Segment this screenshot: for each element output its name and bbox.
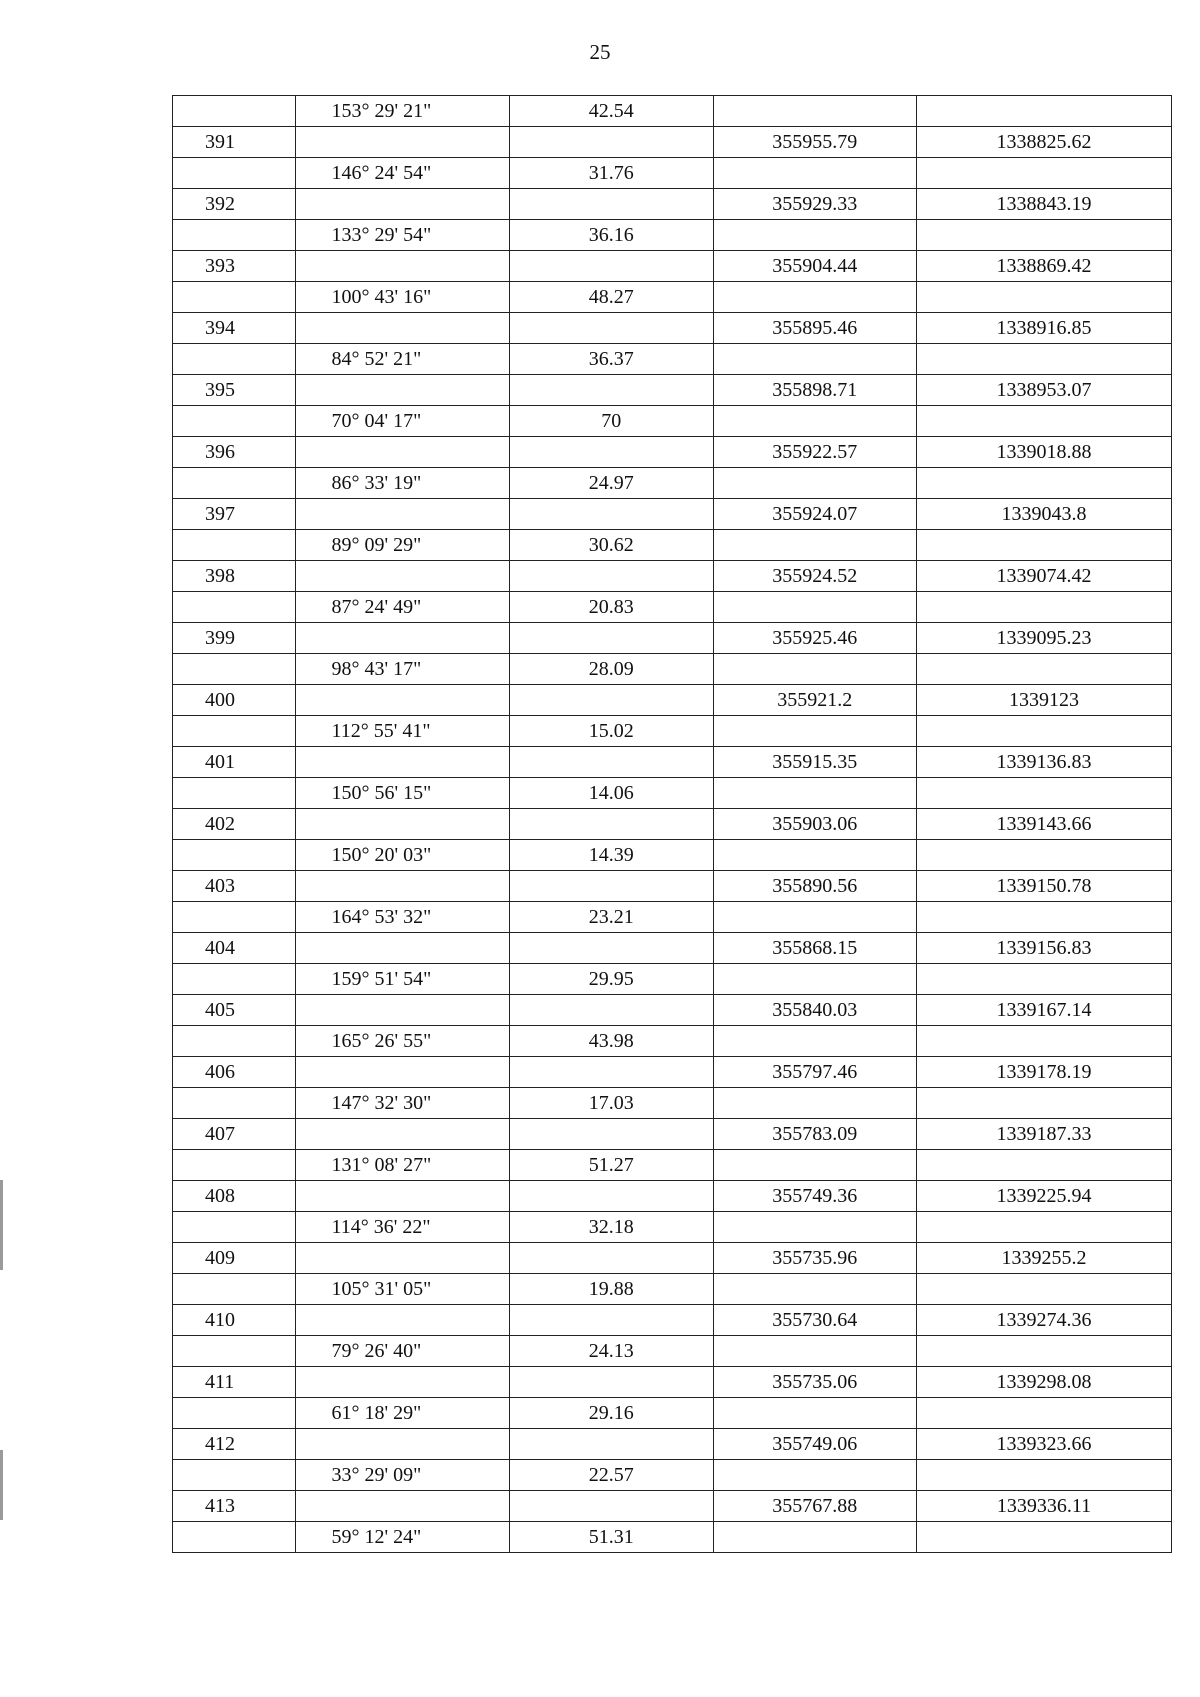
northing-cell bbox=[713, 778, 917, 809]
station-cell bbox=[173, 1460, 296, 1491]
station-cell: 401 bbox=[173, 747, 296, 778]
station-cell: 408 bbox=[173, 1181, 296, 1212]
easting-cell: 1339225.94 bbox=[917, 1181, 1172, 1212]
station-cell bbox=[173, 282, 296, 313]
table-row bbox=[173, 1119, 1172, 1150]
northing-cell: 355840.03 bbox=[713, 995, 917, 1026]
station-cell bbox=[173, 406, 296, 437]
table-row bbox=[173, 1460, 1172, 1491]
table-row bbox=[173, 1336, 1172, 1367]
table-row bbox=[173, 1057, 1172, 1088]
distance-cell: 28.09 bbox=[510, 654, 714, 685]
northing-cell bbox=[713, 406, 917, 437]
distance-cell bbox=[510, 995, 714, 1026]
northing-cell bbox=[713, 716, 917, 747]
bearing-cell: 70° 04' 17" bbox=[295, 406, 509, 437]
distance-cell bbox=[510, 437, 714, 468]
table-row bbox=[173, 344, 1172, 375]
station-cell bbox=[173, 840, 296, 871]
distance-cell bbox=[510, 561, 714, 592]
station-cell bbox=[173, 1336, 296, 1367]
bearing-cell bbox=[295, 1057, 509, 1088]
easting-cell: 1339156.83 bbox=[917, 933, 1172, 964]
distance-cell bbox=[510, 1119, 714, 1150]
easting-cell bbox=[917, 344, 1172, 375]
table-row bbox=[173, 375, 1172, 406]
easting-cell: 1339336.11 bbox=[917, 1491, 1172, 1522]
table-body bbox=[173, 96, 1172, 1553]
bearing-cell bbox=[295, 127, 509, 158]
easting-cell: 1339095.23 bbox=[917, 623, 1172, 654]
table-row bbox=[173, 964, 1172, 995]
northing-cell bbox=[713, 1274, 917, 1305]
bearing-cell bbox=[295, 1243, 509, 1274]
distance-cell: 31.76 bbox=[510, 158, 714, 189]
table-row bbox=[173, 995, 1172, 1026]
station-cell: 394 bbox=[173, 313, 296, 344]
station-cell: 405 bbox=[173, 995, 296, 1026]
easting-cell: 1339298.08 bbox=[917, 1367, 1172, 1398]
easting-cell: 1339150.78 bbox=[917, 871, 1172, 902]
distance-cell: 24.97 bbox=[510, 468, 714, 499]
bearing-cell: 147° 32' 30" bbox=[295, 1088, 509, 1119]
northing-cell: 355903.06 bbox=[713, 809, 917, 840]
northing-cell: 355868.15 bbox=[713, 933, 917, 964]
station-cell: 398 bbox=[173, 561, 296, 592]
easting-cell bbox=[917, 1150, 1172, 1181]
bearing-cell: 133° 29' 54" bbox=[295, 220, 509, 251]
table-row bbox=[173, 592, 1172, 623]
easting-cell bbox=[917, 1212, 1172, 1243]
northing-cell: 355890.56 bbox=[713, 871, 917, 902]
distance-cell bbox=[510, 127, 714, 158]
bearing-cell bbox=[295, 1305, 509, 1336]
table-row bbox=[173, 1274, 1172, 1305]
table-row bbox=[173, 96, 1172, 127]
bearing-cell bbox=[295, 871, 509, 902]
easting-cell bbox=[917, 654, 1172, 685]
table-row bbox=[173, 189, 1172, 220]
northing-cell bbox=[713, 1150, 917, 1181]
easting-cell bbox=[917, 1522, 1172, 1553]
table-row bbox=[173, 1243, 1172, 1274]
bearing-cell: 100° 43' 16" bbox=[295, 282, 509, 313]
scan-edge-mark bbox=[0, 1180, 3, 1270]
table-row bbox=[173, 406, 1172, 437]
bearing-cell bbox=[295, 995, 509, 1026]
distance-cell bbox=[510, 375, 714, 406]
distance-cell bbox=[510, 809, 714, 840]
easting-cell: 1339323.66 bbox=[917, 1429, 1172, 1460]
easting-cell bbox=[917, 716, 1172, 747]
station-cell: 400 bbox=[173, 685, 296, 716]
northing-cell: 355898.71 bbox=[713, 375, 917, 406]
bearing-cell bbox=[295, 623, 509, 654]
distance-cell bbox=[510, 1305, 714, 1336]
bearing-cell bbox=[295, 747, 509, 778]
distance-cell: 14.39 bbox=[510, 840, 714, 871]
easting-cell: 1339178.19 bbox=[917, 1057, 1172, 1088]
station-cell bbox=[173, 530, 296, 561]
table-row bbox=[173, 716, 1172, 747]
page-number: 25 bbox=[589, 40, 611, 64]
distance-cell: 24.13 bbox=[510, 1336, 714, 1367]
station-cell: 409 bbox=[173, 1243, 296, 1274]
easting-cell bbox=[917, 1274, 1172, 1305]
northing-cell bbox=[713, 1522, 917, 1553]
table-row bbox=[173, 840, 1172, 871]
bearing-cell: 98° 43' 17" bbox=[295, 654, 509, 685]
distance-cell bbox=[510, 1429, 714, 1460]
bearing-cell bbox=[295, 561, 509, 592]
table-row bbox=[173, 313, 1172, 344]
easting-cell bbox=[917, 96, 1172, 127]
easting-cell: 1339187.33 bbox=[917, 1119, 1172, 1150]
station-cell: 413 bbox=[173, 1491, 296, 1522]
easting-cell bbox=[917, 220, 1172, 251]
distance-cell: 15.02 bbox=[510, 716, 714, 747]
northing-cell bbox=[713, 158, 917, 189]
northing-cell: 355783.09 bbox=[713, 1119, 917, 1150]
bearing-cell: 87° 24' 49" bbox=[295, 592, 509, 623]
bearing-cell bbox=[295, 437, 509, 468]
station-cell bbox=[173, 1088, 296, 1119]
northing-cell: 355904.44 bbox=[713, 251, 917, 282]
bearing-cell bbox=[295, 1491, 509, 1522]
northing-cell: 355915.35 bbox=[713, 747, 917, 778]
station-cell bbox=[173, 1398, 296, 1429]
bearing-cell: 79° 26' 40" bbox=[295, 1336, 509, 1367]
easting-cell bbox=[917, 1026, 1172, 1057]
station-cell: 410 bbox=[173, 1305, 296, 1336]
northing-cell: 355797.46 bbox=[713, 1057, 917, 1088]
northing-cell bbox=[713, 654, 917, 685]
northing-cell bbox=[713, 530, 917, 561]
table-row bbox=[173, 902, 1172, 933]
northing-cell bbox=[713, 220, 917, 251]
easting-cell bbox=[917, 1460, 1172, 1491]
table-row bbox=[173, 1491, 1172, 1522]
easting-cell bbox=[917, 902, 1172, 933]
easting-cell: 1339123 bbox=[917, 685, 1172, 716]
station-cell: 391 bbox=[173, 127, 296, 158]
station-cell bbox=[173, 96, 296, 127]
easting-cell bbox=[917, 530, 1172, 561]
easting-cell bbox=[917, 592, 1172, 623]
distance-cell bbox=[510, 189, 714, 220]
table-row bbox=[173, 685, 1172, 716]
table-row bbox=[173, 251, 1172, 282]
distance-cell: 20.83 bbox=[510, 592, 714, 623]
bearing-cell bbox=[295, 375, 509, 406]
bearing-cell: 84° 52' 21" bbox=[295, 344, 509, 375]
easting-cell: 1338916.85 bbox=[917, 313, 1172, 344]
distance-cell: 42.54 bbox=[510, 96, 714, 127]
bearing-cell: 114° 36' 22" bbox=[295, 1212, 509, 1243]
easting-cell: 1338953.07 bbox=[917, 375, 1172, 406]
station-cell bbox=[173, 344, 296, 375]
station-cell: 412 bbox=[173, 1429, 296, 1460]
station-cell bbox=[173, 1026, 296, 1057]
bearing-cell bbox=[295, 685, 509, 716]
distance-cell bbox=[510, 1367, 714, 1398]
station-cell bbox=[173, 1274, 296, 1305]
easting-cell bbox=[917, 1398, 1172, 1429]
northing-cell bbox=[713, 468, 917, 499]
bearing-cell bbox=[295, 1367, 509, 1398]
northing-cell: 355749.06 bbox=[713, 1429, 917, 1460]
station-cell bbox=[173, 778, 296, 809]
station-cell: 399 bbox=[173, 623, 296, 654]
distance-cell bbox=[510, 871, 714, 902]
easting-cell: 1338843.19 bbox=[917, 189, 1172, 220]
distance-cell: 29.95 bbox=[510, 964, 714, 995]
station-cell bbox=[173, 220, 296, 251]
distance-cell: 36.16 bbox=[510, 220, 714, 251]
northing-cell bbox=[713, 1026, 917, 1057]
easting-cell: 1339074.42 bbox=[917, 561, 1172, 592]
table-row bbox=[173, 282, 1172, 313]
northing-cell bbox=[713, 1088, 917, 1119]
distance-cell bbox=[510, 685, 714, 716]
easting-cell bbox=[917, 468, 1172, 499]
northing-cell: 355730.64 bbox=[713, 1305, 917, 1336]
station-cell: 396 bbox=[173, 437, 296, 468]
distance-cell bbox=[510, 1491, 714, 1522]
easting-cell bbox=[917, 158, 1172, 189]
station-cell bbox=[173, 1522, 296, 1553]
distance-cell: 14.06 bbox=[510, 778, 714, 809]
station-cell: 403 bbox=[173, 871, 296, 902]
distance-cell: 36.37 bbox=[510, 344, 714, 375]
northing-cell bbox=[713, 964, 917, 995]
northing-cell: 355924.52 bbox=[713, 561, 917, 592]
distance-cell: 23.21 bbox=[510, 902, 714, 933]
northing-cell bbox=[713, 96, 917, 127]
distance-cell bbox=[510, 1243, 714, 1274]
bearing-cell: 112° 55' 41" bbox=[295, 716, 509, 747]
easting-cell: 1339274.36 bbox=[917, 1305, 1172, 1336]
easting-cell bbox=[917, 282, 1172, 313]
table-row bbox=[173, 1212, 1172, 1243]
distance-cell: 22.57 bbox=[510, 1460, 714, 1491]
distance-cell: 32.18 bbox=[510, 1212, 714, 1243]
bearing-cell bbox=[295, 1119, 509, 1150]
table-row bbox=[173, 530, 1172, 561]
station-cell: 404 bbox=[173, 933, 296, 964]
easting-cell: 1339043.8 bbox=[917, 499, 1172, 530]
distance-cell: 29.16 bbox=[510, 1398, 714, 1429]
bearing-cell: 86° 33' 19" bbox=[295, 468, 509, 499]
bearing-cell: 153° 29' 21" bbox=[295, 96, 509, 127]
table-row bbox=[173, 1150, 1172, 1181]
northing-cell: 355735.96 bbox=[713, 1243, 917, 1274]
northing-cell: 355767.88 bbox=[713, 1491, 917, 1522]
easting-cell bbox=[917, 406, 1172, 437]
bearing-cell: 146° 24' 54" bbox=[295, 158, 509, 189]
bearing-cell bbox=[295, 499, 509, 530]
table-row bbox=[173, 747, 1172, 778]
station-cell bbox=[173, 1150, 296, 1181]
station-cell: 406 bbox=[173, 1057, 296, 1088]
distance-cell bbox=[510, 313, 714, 344]
table-row bbox=[173, 561, 1172, 592]
easting-cell: 1338825.62 bbox=[917, 127, 1172, 158]
distance-cell: 51.31 bbox=[510, 1522, 714, 1553]
bearing-cell: 150° 20' 03" bbox=[295, 840, 509, 871]
bearing-cell bbox=[295, 809, 509, 840]
station-cell bbox=[173, 654, 296, 685]
bearing-cell: 105° 31' 05" bbox=[295, 1274, 509, 1305]
station-cell bbox=[173, 716, 296, 747]
table-row bbox=[173, 1429, 1172, 1460]
table-row bbox=[173, 220, 1172, 251]
northing-cell: 355922.57 bbox=[713, 437, 917, 468]
northing-cell: 355921.2 bbox=[713, 685, 917, 716]
station-cell bbox=[173, 592, 296, 623]
northing-cell: 355895.46 bbox=[713, 313, 917, 344]
distance-cell: 30.62 bbox=[510, 530, 714, 561]
table-row bbox=[173, 778, 1172, 809]
bearing-cell bbox=[295, 251, 509, 282]
table-row bbox=[173, 1305, 1172, 1336]
northing-cell: 355924.07 bbox=[713, 499, 917, 530]
station-cell: 402 bbox=[173, 809, 296, 840]
easting-cell: 1339136.83 bbox=[917, 747, 1172, 778]
northing-cell bbox=[713, 344, 917, 375]
table-row bbox=[173, 1398, 1172, 1429]
easting-cell: 1338869.42 bbox=[917, 251, 1172, 282]
northing-cell: 355955.79 bbox=[713, 127, 917, 158]
easting-cell: 1339018.88 bbox=[917, 437, 1172, 468]
survey-coordinate-table bbox=[172, 95, 1172, 1553]
table-row bbox=[173, 871, 1172, 902]
northing-cell bbox=[713, 282, 917, 313]
easting-cell bbox=[917, 840, 1172, 871]
distance-cell bbox=[510, 1181, 714, 1212]
station-cell: 407 bbox=[173, 1119, 296, 1150]
bearing-cell: 89° 09' 29" bbox=[295, 530, 509, 561]
distance-cell: 51.27 bbox=[510, 1150, 714, 1181]
distance-cell: 48.27 bbox=[510, 282, 714, 313]
distance-cell bbox=[510, 623, 714, 654]
easting-cell bbox=[917, 778, 1172, 809]
northing-cell bbox=[713, 592, 917, 623]
table-row bbox=[173, 1026, 1172, 1057]
distance-cell bbox=[510, 933, 714, 964]
table-row bbox=[173, 1367, 1172, 1398]
station-cell bbox=[173, 158, 296, 189]
table-row bbox=[173, 933, 1172, 964]
northing-cell: 355929.33 bbox=[713, 189, 917, 220]
northing-cell bbox=[713, 1336, 917, 1367]
northing-cell bbox=[713, 840, 917, 871]
northing-cell: 355735.06 bbox=[713, 1367, 917, 1398]
station-cell: 392 bbox=[173, 189, 296, 220]
northing-cell bbox=[713, 902, 917, 933]
table-row bbox=[173, 1181, 1172, 1212]
bearing-cell: 61° 18' 29" bbox=[295, 1398, 509, 1429]
bearing-cell bbox=[295, 189, 509, 220]
table-row bbox=[173, 127, 1172, 158]
bearing-cell: 33° 29' 09" bbox=[295, 1460, 509, 1491]
northing-cell bbox=[713, 1398, 917, 1429]
northing-cell bbox=[713, 1212, 917, 1243]
table-row bbox=[173, 158, 1172, 189]
station-cell bbox=[173, 964, 296, 995]
bearing-cell: 165° 26' 55" bbox=[295, 1026, 509, 1057]
distance-cell bbox=[510, 251, 714, 282]
easting-cell: 1339255.2 bbox=[917, 1243, 1172, 1274]
table-row bbox=[173, 437, 1172, 468]
station-cell: 395 bbox=[173, 375, 296, 406]
table-row bbox=[173, 1088, 1172, 1119]
table-row bbox=[173, 468, 1172, 499]
station-cell bbox=[173, 468, 296, 499]
northing-cell bbox=[713, 1460, 917, 1491]
distance-cell bbox=[510, 1057, 714, 1088]
table-row bbox=[173, 809, 1172, 840]
station-cell bbox=[173, 902, 296, 933]
distance-cell bbox=[510, 499, 714, 530]
easting-cell: 1339143.66 bbox=[917, 809, 1172, 840]
bearing-cell: 59° 12' 24" bbox=[295, 1522, 509, 1553]
bearing-cell: 159° 51' 54" bbox=[295, 964, 509, 995]
bearing-cell bbox=[295, 933, 509, 964]
easting-cell bbox=[917, 1336, 1172, 1367]
station-cell: 411 bbox=[173, 1367, 296, 1398]
easting-cell bbox=[917, 1088, 1172, 1119]
table-row bbox=[173, 499, 1172, 530]
scan-edge-mark bbox=[0, 1450, 3, 1520]
distance-cell: 19.88 bbox=[510, 1274, 714, 1305]
bearing-cell bbox=[295, 1429, 509, 1460]
table-row bbox=[173, 1522, 1172, 1553]
bearing-cell: 131° 08' 27" bbox=[295, 1150, 509, 1181]
easting-cell: 1339167.14 bbox=[917, 995, 1172, 1026]
bearing-cell bbox=[295, 313, 509, 344]
distance-cell bbox=[510, 747, 714, 778]
northing-cell: 355925.46 bbox=[713, 623, 917, 654]
easting-cell bbox=[917, 964, 1172, 995]
bearing-cell: 164° 53' 32" bbox=[295, 902, 509, 933]
distance-cell: 70 bbox=[510, 406, 714, 437]
station-cell bbox=[173, 1212, 296, 1243]
distance-cell: 17.03 bbox=[510, 1088, 714, 1119]
bearing-cell bbox=[295, 1181, 509, 1212]
northing-cell: 355749.36 bbox=[713, 1181, 917, 1212]
table-row bbox=[173, 623, 1172, 654]
table-row bbox=[173, 654, 1172, 685]
bearing-cell: 150° 56' 15" bbox=[295, 778, 509, 809]
station-cell: 397 bbox=[173, 499, 296, 530]
distance-cell: 43.98 bbox=[510, 1026, 714, 1057]
station-cell: 393 bbox=[173, 251, 296, 282]
